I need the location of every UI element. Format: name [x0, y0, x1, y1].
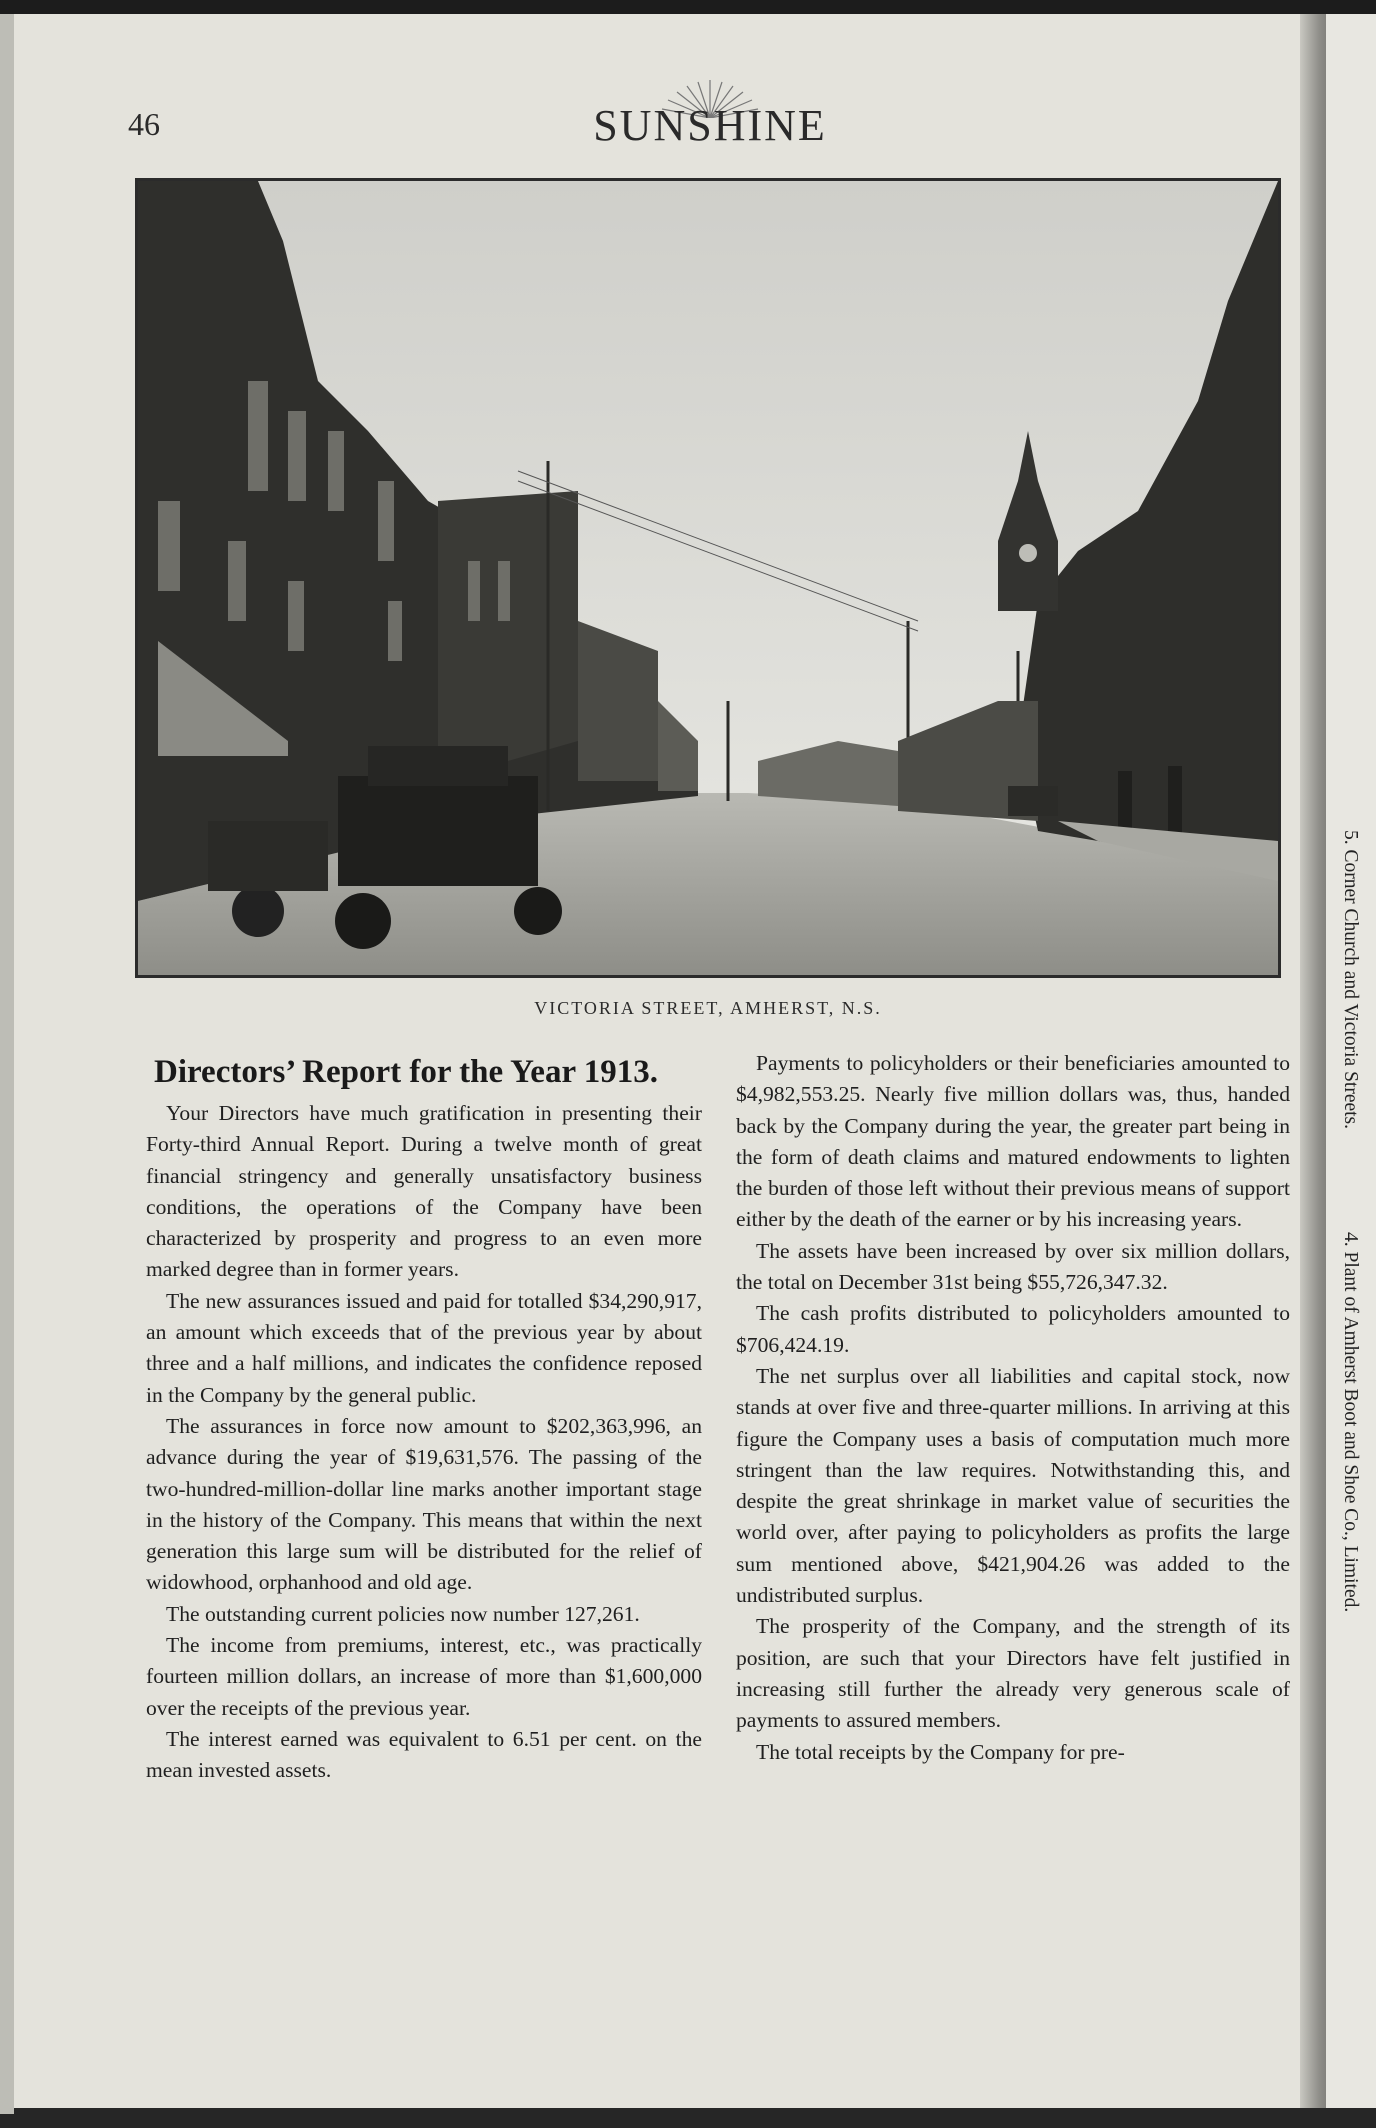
scan-border — [0, 0, 1376, 14]
article-paragraph: The assurances in force now amount to $202,363,996, an advance during the year of $19,631,576. The passing of the two-hundred-million-dollar line marks another important stage in the history of the Company. This means that within the next generation this large sum will be distributed for the relief of widowhood, orphanhood and old age. — [146, 1413, 702, 1595]
article-paragraph: The net surplus over all liabilities and capital stock, now stands at over five and three-quarter millions. In arriving at this figure the Company uses a basis of computation much more stringent than the law requires. Notwithstanding this, and despite the great shrinkage in market value of securities the world over, after paying to policyholders as profits the large sum mentioned above, $421,904.26 was added to the undistributed surplus. — [736, 1363, 1290, 1608]
article-paragraph: The new assurances issued and paid for totalled $34,290,917, an amount which exceeds that of the previous year by about three and a half millions, and indicates the confidence reposed in the Company by the general public. — [146, 1288, 702, 1407]
photo-caption: VICTORIA STREET, AMHERST, N.S. — [534, 998, 882, 1018]
article-paragraph: The prosperity of the Company, and the strength of its position, are such that your Directors have felt justified in increasing still further the already very generous scale of payments to assured members. — [736, 1614, 1290, 1733]
article-paragraph: Your Directors have much gratification in presenting their Forty-third Annual Report. During a twelve month of great financial stringency and generally unsatisfactory business conditions, the operations of the Company have been characterized by prosperity and progress to an even more marked degree than in former years. — [146, 1101, 702, 1282]
article-title: Directors’ Report for the Year 1913. — [154, 1054, 659, 1090]
scan-left-edge — [0, 14, 14, 2114]
masthead-title: SUNSHINE — [593, 101, 827, 150]
street-photo — [135, 178, 1281, 978]
article-paragraph: The income from premiums, interest, etc., was practically fourteen million dollars, an increase of more than $1,600,000 over the receipts of the previous year. — [146, 1633, 702, 1720]
page-number: 46 — [128, 106, 160, 142]
article-paragraph: The outstanding current policies now number 127,261. — [166, 1601, 640, 1626]
masthead — [560, 78, 860, 148]
article-paragraph: The assets have been increased by over six million dollars, the total on December 31st being $55,726,347.32. — [736, 1238, 1290, 1295]
article-paragraph: The interest earned was equivalent to 6.51 per cent. on the mean invested assets. — [146, 1726, 702, 1783]
article-column-left — [146, 1048, 702, 1787]
facing-page-caption-4: 4. Plant of Amherst Boot and Shoe Co., Limited. — [1340, 1232, 1361, 1613]
article-column-right — [736, 1048, 1290, 1768]
article-paragraph: Payments to policyholders or their beneficiaries amounted to $4,982,553.25. Nearly five million dollars was, thus, handed back by the Company during the year, the greater part being in the form of death claims and matured endowments to lighten the burden of those left without their previous means of support either by the death of the earner or by his increasing years. — [736, 1051, 1290, 1232]
article-paragraph: The cash profits distributed to policyholders amounted to $706,424.19. — [736, 1301, 1290, 1357]
article-paragraph: The total receipts by the Company for pre- — [756, 1739, 1125, 1764]
facing-page-caption-5: 5. Corner Church and Victoria Streets. — [1340, 830, 1361, 1130]
